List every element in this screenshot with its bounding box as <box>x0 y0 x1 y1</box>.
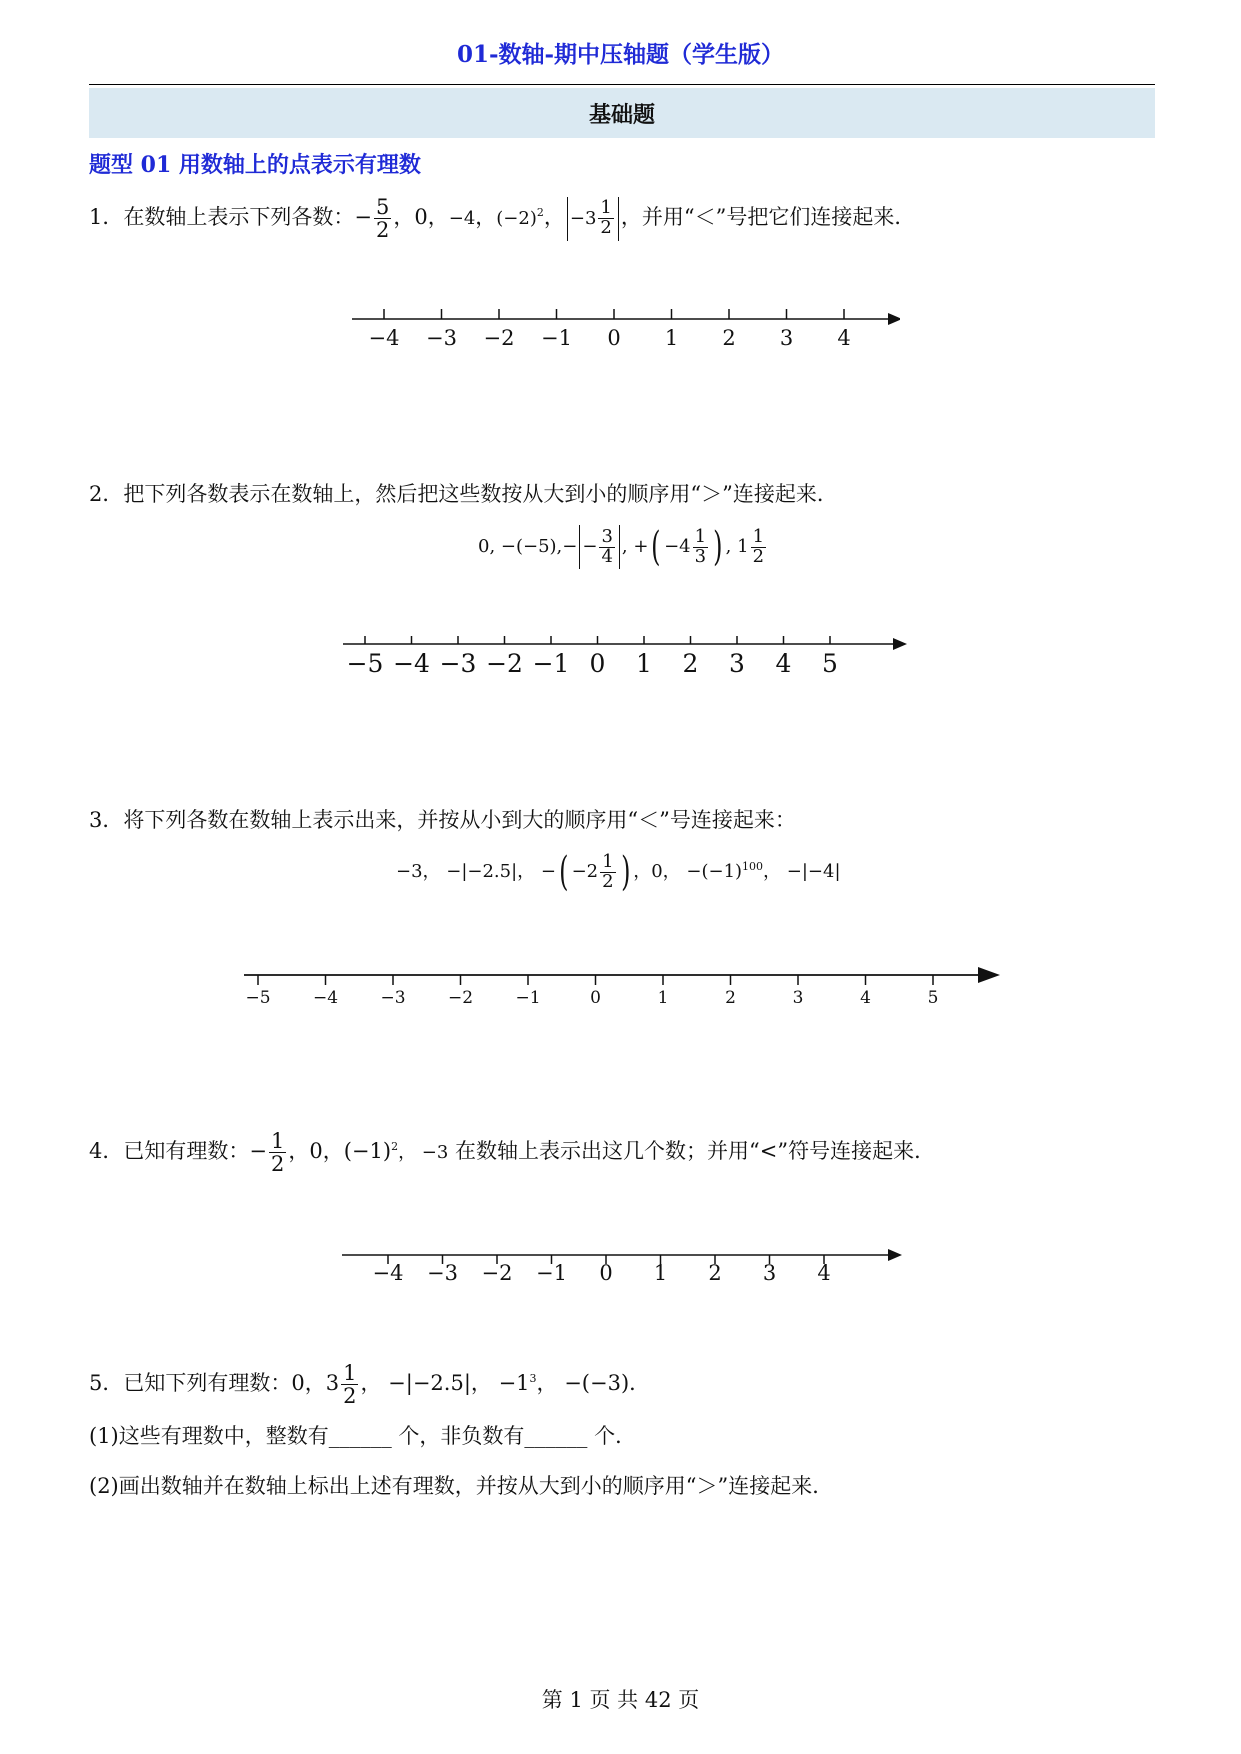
axis-tick-label: 3 <box>729 649 745 678</box>
section-title: 题型 01 用数轴上的点表示有理数 <box>89 152 421 178</box>
axis-tick-label: −2 <box>447 988 474 1008</box>
axis-ticks <box>369 309 851 350</box>
axis-tick-label: −1 <box>515 988 541 1008</box>
axis-tick-label: −1 <box>536 1261 567 1285</box>
q1-mixed-frac <box>598 199 613 238</box>
q1-mixed-int: −3 <box>569 208 597 230</box>
axis-tick-label: 5 <box>822 649 838 678</box>
q5-mixed-int: 3 <box>325 1371 340 1396</box>
q4-num: 1 <box>270 1129 285 1153</box>
q1-sep3: ， <box>543 205 565 230</box>
q1-suffix: ，并用“＜”号把它们连接起来． <box>620 205 916 230</box>
q5-num: 1 <box>343 1361 357 1385</box>
axis-tick-label: −5 <box>346 649 384 678</box>
q1-den: 2 <box>375 218 390 243</box>
q5-expr-part: ， −(−3)． <box>536 1371 651 1396</box>
axis-tick-label: 3 <box>762 1261 777 1285</box>
number-line-4 <box>338 1240 908 1300</box>
axis-tick-label: −1 <box>541 326 572 350</box>
q4-power-base: (−1) <box>343 1139 392 1164</box>
axis-tick-label: 1 <box>657 988 669 1008</box>
q1-mixed-den: 2 <box>600 217 612 239</box>
q4-sep: ，0， <box>288 1139 344 1164</box>
axis-tick-label: 3 <box>779 326 794 350</box>
axis-tick-label: 2 <box>722 326 736 350</box>
question-1 <box>89 196 915 241</box>
axis-tick-label: −4 <box>368 326 400 350</box>
q1-prefix: 1．在数轴上表示下列各数： <box>89 205 355 230</box>
question-2: 2．把下列各数表示在数轴上，然后把这些数按从大到小的顺序用“＞”连接起来． <box>89 482 838 506</box>
header-rule <box>89 84 1155 85</box>
q2-expr-part: , 1 <box>725 536 749 557</box>
axis-tick-label: 1 <box>636 649 652 678</box>
abs-bar-right <box>618 197 619 241</box>
axis-tick-label: −3 <box>439 649 477 678</box>
axis-tick-label: 0 <box>599 1261 613 1285</box>
axis-tick-label: −1 <box>532 649 570 678</box>
axis-tick-label: −4 <box>393 649 430 678</box>
q5-expr-part: ， −|−2.5|， −1 <box>360 1371 530 1396</box>
abs-bar-left <box>567 197 568 241</box>
q3-expression <box>396 849 841 895</box>
q4-suffix: 在数轴上表示出这几个数；并用“<”符号连接起来． <box>448 1139 936 1164</box>
q2-num-b: 1 <box>694 525 707 547</box>
q1-power-exp: 2 <box>536 206 544 220</box>
number-line-1 <box>340 295 900 355</box>
q2-expr-part: 0, −(−5),− <box>478 536 578 557</box>
q2-expr-part: , + <box>621 536 649 557</box>
q1-frac <box>374 196 391 241</box>
q3-exp: 100 <box>742 860 764 873</box>
q3-den: 2 <box>602 870 614 892</box>
paren-right: ) <box>620 849 631 895</box>
axis-tick-label: 1 <box>664 326 679 350</box>
axis-tick-label: 1 <box>653 1261 668 1285</box>
axis-tick-label: 3 <box>792 988 804 1008</box>
axis-tick-label: −2 <box>481 1261 513 1285</box>
axis-tick-label: 4 <box>775 649 792 678</box>
q1-mixed-num: 1 <box>600 197 612 219</box>
q3-expr-part: −3， −|−2.5|， − <box>396 861 556 882</box>
abs-bar-right <box>619 525 620 569</box>
q5-exp: 3 <box>529 1372 537 1386</box>
axis-tick-label: −3 <box>427 1261 458 1285</box>
axis-tick-label: −4 <box>372 1261 404 1285</box>
q1-minus: − <box>354 205 372 230</box>
q3-num: 1 <box>602 850 614 872</box>
abs-bar-left <box>579 525 580 569</box>
q2-expression: 0, −(−5),− − $\frac{3}{4}$ , +( −4 $\frac{1}{3}$ ) , 1 $\frac{1}{2}$ <box>478 524 765 570</box>
q5-frac <box>341 1362 358 1407</box>
axis-tick-label: 0 <box>590 988 601 1008</box>
document-title: 01-数轴-期中压轴题（学生版） <box>456 41 785 68</box>
q2-frac-b <box>693 525 708 567</box>
axis-tick-label: 2 <box>725 988 736 1008</box>
q2-frac-a <box>599 525 614 567</box>
q4-prefix: 4．已知有理数： <box>89 1139 250 1164</box>
axis-arrow <box>978 967 1000 983</box>
q3-expr-part: ， −|−4| <box>763 861 841 882</box>
axis-tick-label: 2 <box>708 1261 722 1285</box>
page-number: 第 1 页 共 42 页 <box>541 1688 700 1712</box>
axis-tick-label: −3 <box>426 326 457 350</box>
axis-arrow <box>888 1249 902 1261</box>
q3-expr-part: ，0， −(−1) <box>633 861 743 882</box>
q2-num-c: 1 <box>752 525 765 547</box>
paren-left: ( <box>651 524 661 570</box>
q4-frac <box>269 1130 286 1175</box>
q3-frac <box>600 850 615 892</box>
number-line-2 <box>335 622 915 682</box>
q4-power-exp: 2 <box>391 1140 399 1154</box>
axis-tick-label: −5 <box>245 988 271 1008</box>
q1-sep2: ， <box>475 205 497 230</box>
band-label: 基础题 <box>588 102 655 128</box>
axis-tick-label: 4 <box>817 1261 831 1285</box>
axis-ticks <box>245 975 938 1008</box>
q2-den-c: 2 <box>752 545 765 567</box>
axis-ticks <box>347 636 838 678</box>
axis-tick-label: 4 <box>860 988 871 1008</box>
number-line-3 <box>240 955 1010 1015</box>
axis-tick-label: −3 <box>380 988 406 1008</box>
axis-tick-label: −2 <box>483 326 515 350</box>
q2-num-a: 3 <box>601 525 613 547</box>
axis-tick-label: 4 <box>837 326 851 350</box>
question-5-part-2: (2)画出数轴并在数轴上标出上述有理数，并按从大到小的顺序用“＞”连接起来． <box>89 1474 834 1498</box>
question-3: 3．将下列各数在数轴上表示出来，并按从小到大的顺序用“＜”号连接起来： <box>89 808 796 832</box>
q1-sep1: ，0， <box>393 205 449 230</box>
q3-mixed-int: −2 <box>571 861 599 882</box>
q5-prefix: 5．已知下列有理数：0， <box>89 1371 326 1396</box>
axis-tick-label: 5 <box>927 988 939 1008</box>
axis-arrow <box>893 638 907 650</box>
q2-den-a: 4 <box>601 545 613 567</box>
axis-tick-label: −2 <box>486 649 523 678</box>
axis-arrow <box>888 313 900 325</box>
q1-power-base: (−2) <box>496 208 537 230</box>
question-5-part-1: (1)这些有理数中，整数有______ 个，非负数有______ 个． <box>89 1424 637 1448</box>
q4-minus: − <box>249 1139 267 1164</box>
q1-num: 5 <box>375 195 390 219</box>
paren-left: ( <box>559 849 569 895</box>
question-4 <box>89 1130 935 1175</box>
axis-ticks <box>373 1255 831 1285</box>
q5-den: 2 <box>343 1384 357 1409</box>
q2-den-b: 3 <box>694 545 707 567</box>
paren-right: ) <box>713 524 723 570</box>
axis-tick-label: 2 <box>682 649 699 678</box>
q4-den: 2 <box>270 1152 285 1177</box>
axis-tick-label: 0 <box>607 326 621 350</box>
q1-neg4: −4 <box>448 208 476 230</box>
q4-neg3: ， −3 <box>398 1142 449 1164</box>
axis-tick-label: −4 <box>312 988 339 1008</box>
q2-mixed-int: −4 <box>664 536 691 557</box>
question-5 <box>89 1362 650 1407</box>
axis-tick-label: 0 <box>589 649 606 678</box>
q2-frac-c <box>751 525 766 567</box>
